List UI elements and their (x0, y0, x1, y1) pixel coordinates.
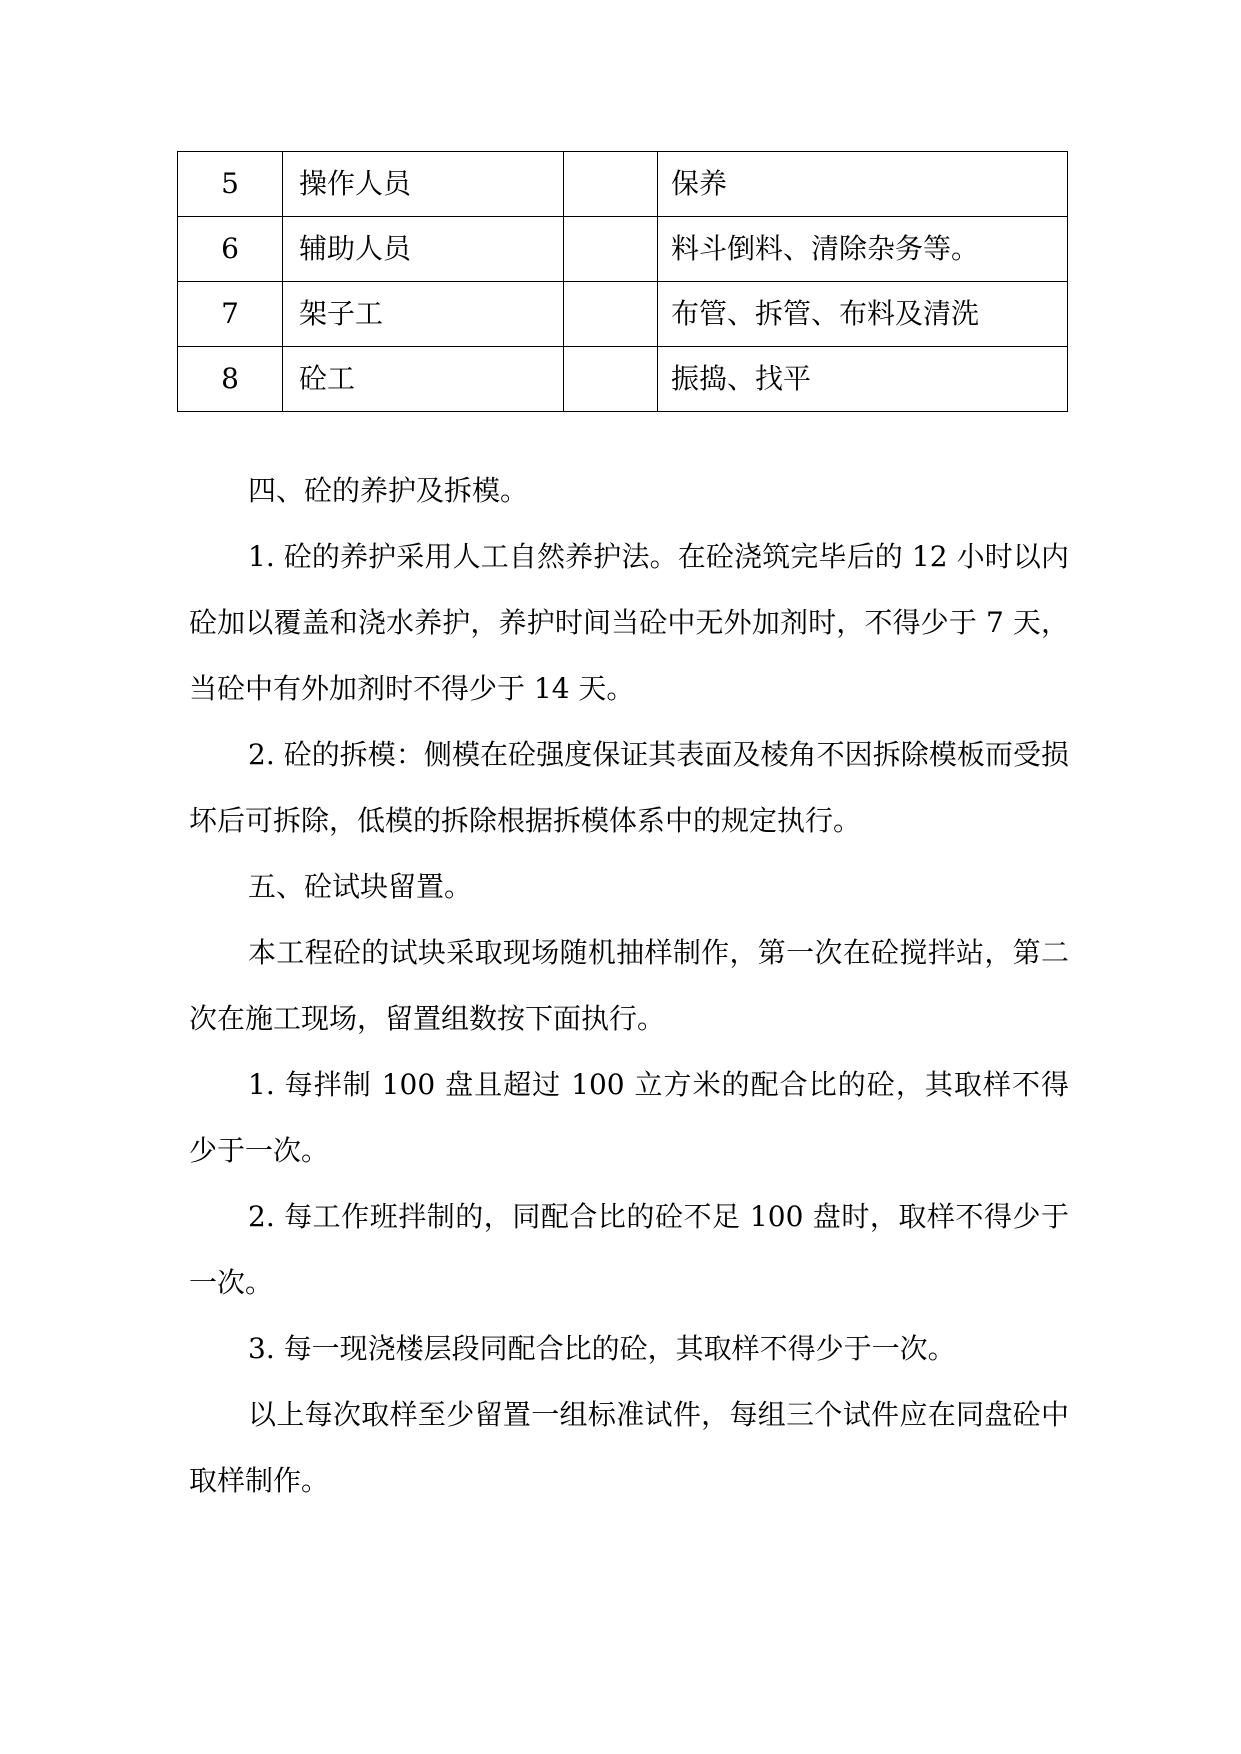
table-row (178, 217, 1068, 282)
body-text (189, 458, 1069, 1514)
blank-cell (564, 152, 658, 217)
section-heading-test-blocks: 五、砼试块留置。 (248, 870, 473, 903)
paragraph-sampling-rule-2: 2. 每工作班拌制的，同配合比的砼不足 100 盘时，取样不得少于一次。 (189, 1200, 1069, 1299)
blank-cell (564, 217, 658, 282)
role-cell: 砼工 (283, 347, 564, 412)
table-row (178, 152, 1068, 217)
task-cell: 布管、拆管、布料及清洗 (658, 282, 1068, 347)
row-number: 8 (178, 347, 283, 412)
paragraph-sampling-rule-1: 1. 每拌制 100 盘且超过 100 立方米的配合比的砼，其取样不得少于一次。 (189, 1068, 1069, 1167)
paragraph-formwork-removal: 2. 砼的拆模：侧模在砼强度保证其表面及棱角不因拆除模板而受损坏后可拆除，低模的拆除根据拆模体系中的规定执行。 (189, 738, 1069, 837)
task-cell: 料斗倒料、清除杂务等。 (658, 217, 1068, 282)
paragraph-sampling-rule-3: 3. 每一现浇楼层段同配合比的砼，其取样不得少于一次。 (248, 1332, 956, 1365)
row-number: 5 (178, 152, 283, 217)
paragraph-curing-method: 1. 砼的养护采用人工自然养护法。在砼浇筑完毕后的 12 小时以内砼加以覆盖和浇水养护，养护时间当砼中无外加剂时，不得少于 7 天，当砼中有外加剂时不得少于 14 天。 (189, 540, 1069, 705)
table-row (178, 282, 1068, 347)
task-cell: 保养 (658, 152, 1068, 217)
row-number: 6 (178, 217, 283, 282)
section-heading-curing: 四、砼的养护及拆模。 (248, 474, 529, 507)
task-cell: 振捣、找平 (658, 347, 1068, 412)
row-number: 7 (178, 282, 283, 347)
table-row (178, 347, 1068, 412)
staff-table (177, 151, 1068, 412)
paragraph-sampling-intro: 本工程砼的试块采取现场随机抽样制作，第一次在砼搅拌站，第二次在施工现场，留置组数按下面执行。 (189, 936, 1069, 1035)
role-cell: 架子工 (283, 282, 564, 347)
blank-cell (564, 282, 658, 347)
role-cell: 辅助人员 (283, 217, 564, 282)
role-cell: 操作人员 (283, 152, 564, 217)
blank-cell (564, 347, 658, 412)
paragraph-sampling-summary: 以上每次取样至少留置一组标准试件，每组三个试件应在同盘砼中取样制作。 (189, 1398, 1069, 1497)
